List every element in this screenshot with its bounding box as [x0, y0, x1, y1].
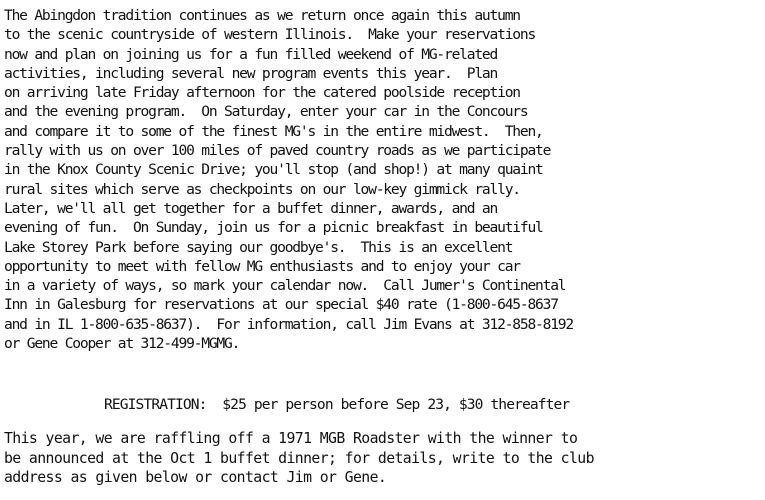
- paragraph-line: This year, we are raffling off a 1971 MGB Roadster with the winner to: [4, 430, 578, 447]
- paragraph-line: on arriving late Friday afternoon for the catered poolside reception: [4, 84, 520, 102]
- paragraph-line: address as given below or contact Jim or Gene.: [4, 469, 387, 486]
- paragraph-line: Lake Storey Park before saying our goodbye's. This is an excellent: [4, 238, 513, 256]
- paragraph-line: in a variety of ways, so mark your calendar now. Call Jumer's Continental: [4, 277, 566, 295]
- paragraph-line: activities, including several new program events this year. Plan: [4, 64, 498, 82]
- paragraph-line: rural sites which serve as checkpoints on our low-key gimmick rally.: [4, 180, 520, 198]
- registration-line: REGISTRATION: $25 per person before Sep 23, $30 thereafter: [104, 396, 570, 413]
- raffle-paragraph: [4, 429, 764, 488]
- paragraph-line: now and plan on joining us for a fun filled weekend of MG-related: [4, 45, 498, 63]
- paragraph-line: in the Knox County Scenic Drive; you'll stop (and shop!) at many quaint: [4, 161, 543, 179]
- paragraph-line: The Abingdon tradition continues as we return once again this autumn: [4, 7, 520, 24]
- paragraph-line: and in IL 1-800-635-8637). For information, call Jim Evans at 312-858-8192: [4, 315, 573, 333]
- paragraph-line: be announced at the Oct 1 buffet dinner; for details, write to the club: [4, 449, 594, 467]
- event-description-paragraph: [4, 6, 764, 353]
- paragraph-line: evening of fun. On Sunday, join us for a picnic breakfast in beautiful: [4, 219, 543, 237]
- paragraph-line: Inn in Galesburg for reservations at our special $40 rate (1-800-645-8637: [4, 296, 558, 314]
- paragraph-line: rally with us on over 100 miles of paved country roads as we participate: [4, 142, 551, 160]
- paragraph-line: opportunity to meet with fellow MG enthusiasts and to enjoy your car: [4, 257, 520, 275]
- paragraph-line: or Gene Cooper at 312-499-MGMG.: [4, 335, 240, 353]
- paragraph-line: Later, we'll all get together for a buffet dinner, awards, and an: [4, 199, 498, 217]
- paragraph-line: to the scenic countryside of western Illinois. Make your reservations: [4, 26, 536, 44]
- paragraph-line: and compare it to some of the finest MG's in the entire midwest. Then,: [4, 122, 543, 140]
- paragraph-line: and the evening program. On Saturday, enter your car in the Concours: [4, 103, 528, 121]
